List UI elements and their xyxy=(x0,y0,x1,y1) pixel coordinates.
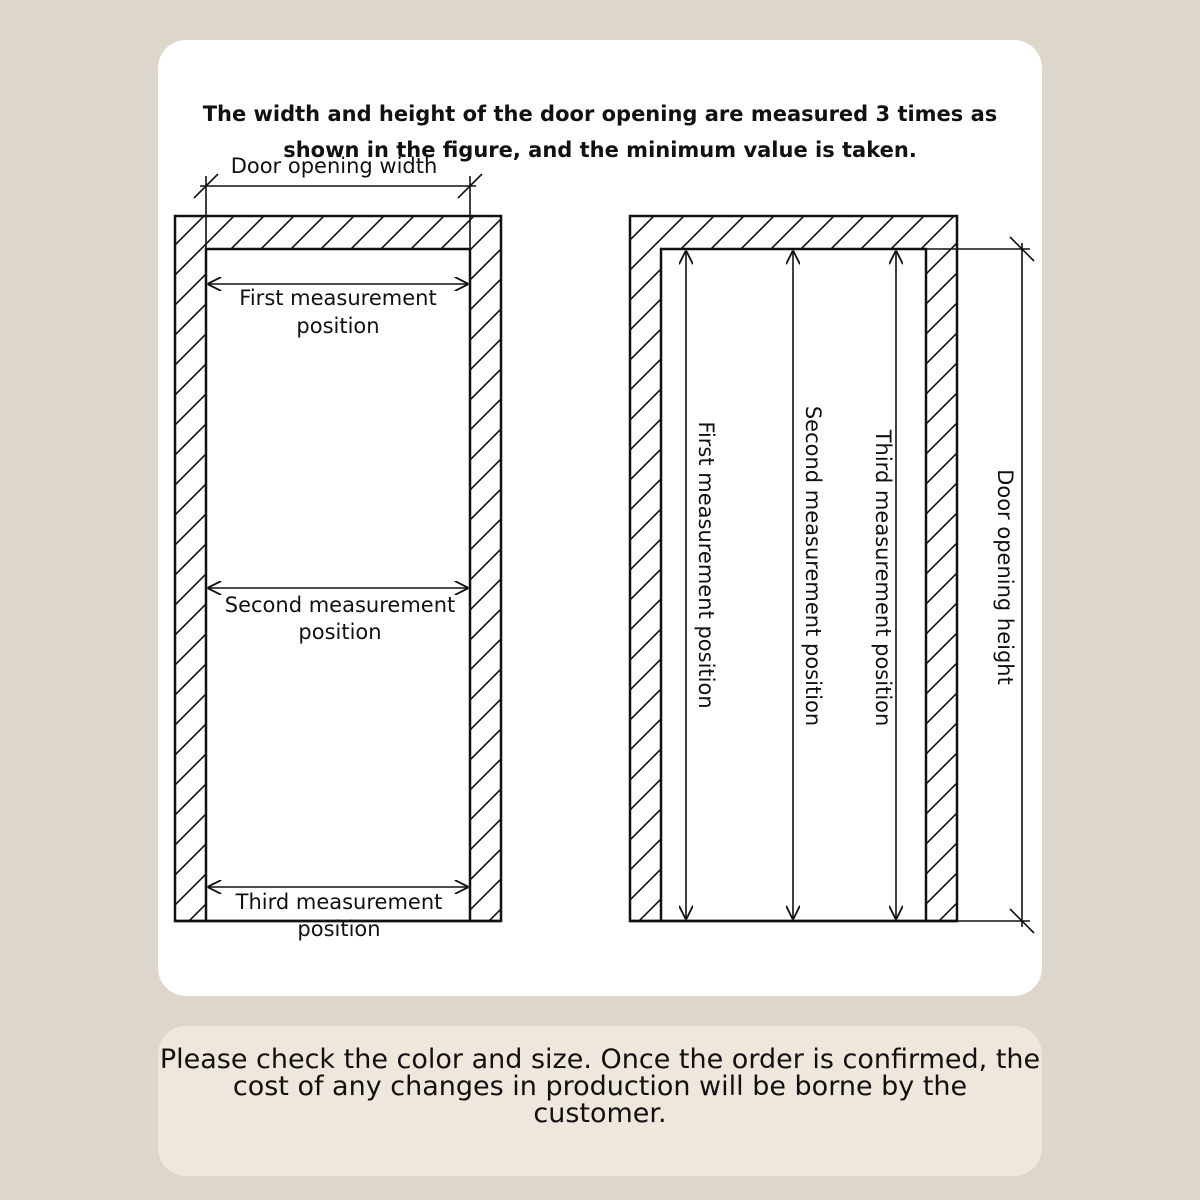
first-width-label-line1: First measurement xyxy=(239,286,437,310)
height-diagram xyxy=(630,216,1034,933)
third-height-label: Third measurement position xyxy=(871,429,895,727)
second-width-label-line1: Second measurement xyxy=(224,593,456,617)
second-width-label-line2: position xyxy=(298,620,382,644)
notice-line-3: customer. xyxy=(533,1098,667,1129)
order-notice-panel xyxy=(158,1026,1042,1176)
first-width-label-line2: position xyxy=(296,314,380,338)
notice-line-1: Please check the color and size. Once the order is confirmed, the xyxy=(159,1044,1041,1075)
first-height-label: First measurement position xyxy=(694,421,718,709)
notice-line-2: cost of any changes in production will be borne by the xyxy=(232,1071,968,1102)
heading-line-2: shown in the figure, and the minimum value is taken. xyxy=(283,138,917,162)
heading-line-1: The width and height of the door opening are measured 3 times as xyxy=(202,102,998,126)
third-width-label-line2: position xyxy=(297,917,381,941)
door-opening-height-label: Door opening height xyxy=(993,469,1017,685)
order-notice-text xyxy=(158,1046,1042,1127)
third-width-label-line1: Third measurement xyxy=(235,890,443,914)
width-diagram xyxy=(175,154,501,941)
door-opening-width-label: Door opening width xyxy=(230,154,438,178)
second-height-label: Second measurement position xyxy=(801,405,825,727)
